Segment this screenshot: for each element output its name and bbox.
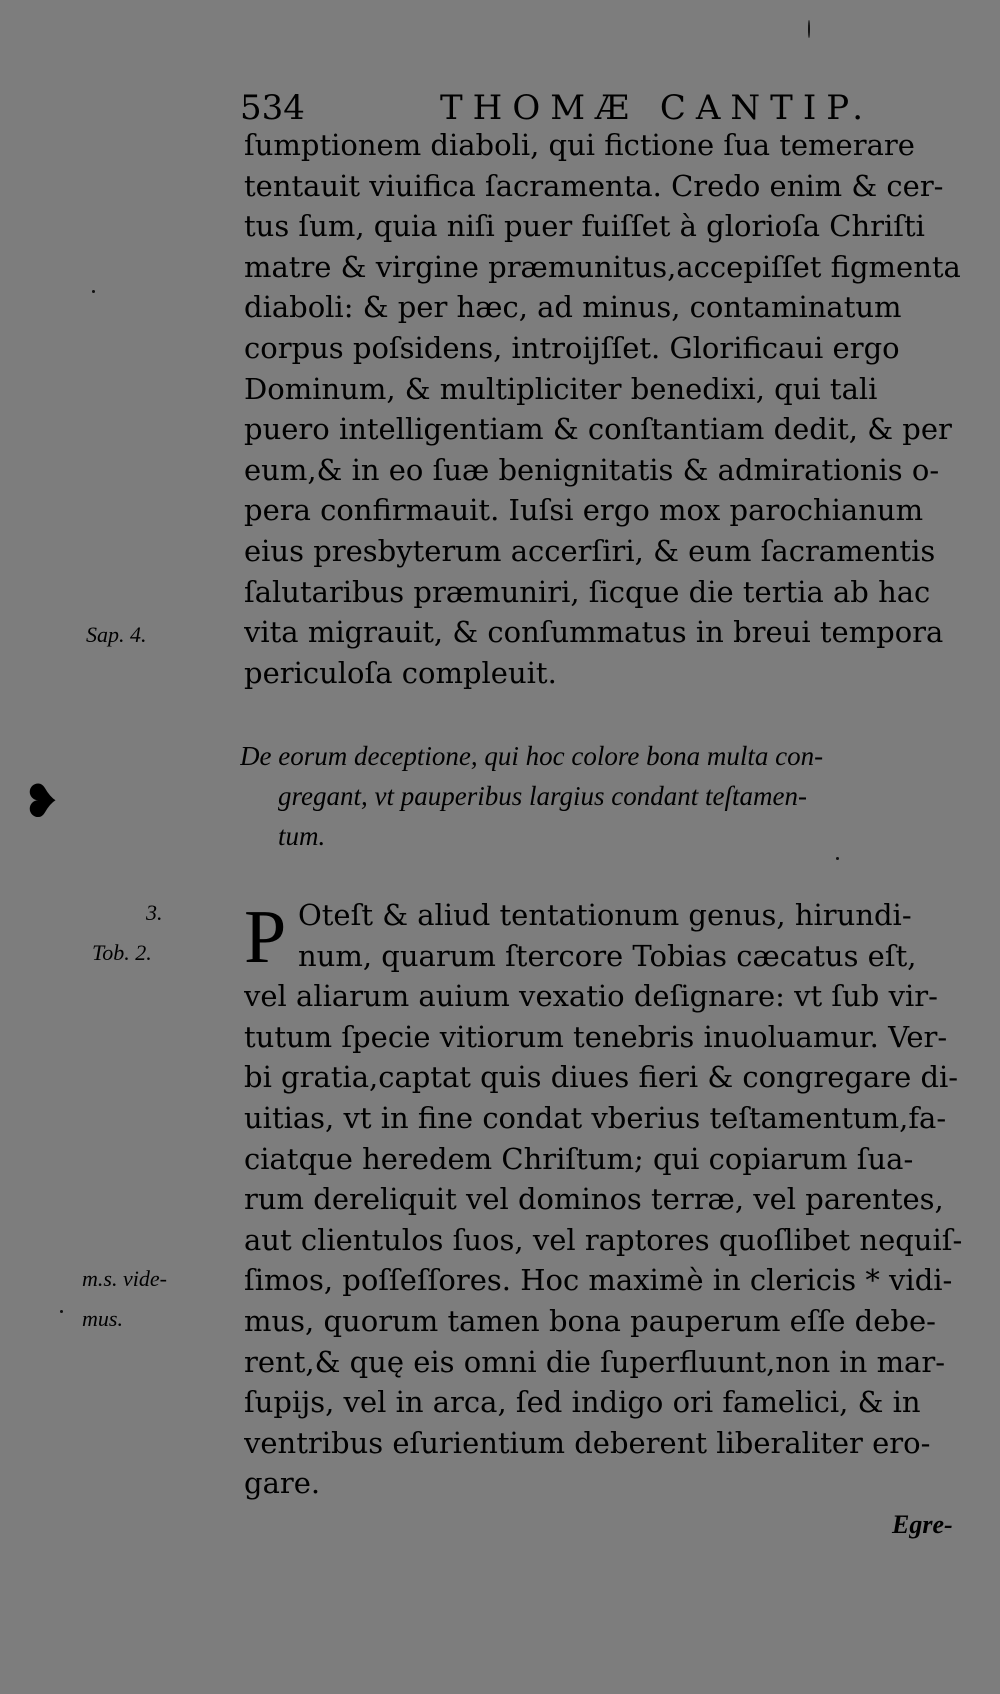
text-line: ſalutaribus præmuniri, ſicque die tertia ab hac: [244, 574, 931, 609]
text-line: ventribus eſurientium deberent liberaliter ero-: [244, 1425, 931, 1460]
drop-cap: P: [244, 895, 287, 979]
running-title: THOMÆ CANTIP.: [440, 88, 874, 128]
text-line: num, quarum ſtercore Tobias cæcatus eſt,: [298, 938, 917, 973]
text-line: ſimos, poſſeſſores. Hoc maximè in clericis * vidi-: [244, 1263, 953, 1298]
heading-line: tum.: [278, 821, 326, 851]
text-line: matre & virgine præmunitus,accepiſſet figmenta: [244, 249, 961, 284]
text-line: eum,& in eo ſuæ benignitatis & admirationis o-: [244, 452, 940, 487]
catchword: Egre-: [892, 1510, 953, 1539]
text-line: rent,& quę eis omni die ſuperfluunt,non in mar-: [244, 1344, 946, 1379]
text-line: pera confirmauit. Iuſsi ergo mox parochianum: [244, 493, 924, 528]
text-line: uitias, vt in fine condat vberius teſtamentum,fa-: [244, 1100, 947, 1135]
text-line: periculoſa compleuit.: [244, 655, 557, 690]
text-line: mus, quorum tamen bona pauperum eſſe debe-: [244, 1303, 936, 1338]
text-line: rum dereliquit vel dominos terræ, vel parentes,: [244, 1182, 944, 1217]
margin-speck: [60, 1310, 63, 1313]
text-line: puero intelligentiam & conſtantiam dedit, & per: [244, 412, 952, 447]
margin-note-tob: Tob. 2.: [92, 940, 152, 965]
text-line: ſumptionem diaboli, qui fictione ſua temerare: [244, 128, 915, 162]
text-line: vel aliarum auium vexatio deſignare: vt ſub vir-: [244, 979, 938, 1014]
margin-note-vide: m.s. vide-: [82, 1266, 167, 1291]
text-line: ſupijs, vel in arca, ſed indigo ori famelici, & in: [244, 1385, 921, 1420]
margin-speck: [808, 20, 810, 38]
paragraph-2: [244, 895, 968, 1504]
text-line: corpus poſsidens, introijſſet. Glorificaui ergo: [244, 330, 900, 365]
text-line: tentauit viuifica ſacramenta. Credo enim & cer-: [244, 168, 944, 203]
paragraph-1: [244, 125, 968, 693]
text-line: diaboli: & per hæc, ad minus, contaminatum: [244, 290, 902, 325]
text-line: aut clientulos ſuos, vel raptores quoſlibet nequiſ-: [244, 1222, 963, 1257]
text-line: bi gratia,captat quis diues fieri & congregare di-: [244, 1060, 959, 1095]
running-head: [240, 88, 960, 128]
margin-note-mus: mus.: [82, 1306, 123, 1331]
text-line: tus ſum, quia niſi puer fuiſſet à glorioſa Chriſti: [244, 209, 925, 244]
margin-speck: [836, 857, 839, 860]
text-line: tutum ſpecie vitiorum tenebris inuoluamur. Ver-: [244, 1019, 948, 1054]
section-heading: [240, 736, 970, 856]
text-line: vita migrauit, & conſummatus in breui tempora: [244, 615, 944, 650]
margin-note-sap: Sap. 4.: [86, 622, 147, 647]
text-line: Oteſt & aliud tentationum genus, hirundi-: [298, 898, 912, 932]
heading-line: De eorum deceptione, qui hoc colore bona multa con-: [240, 741, 824, 771]
text-line: gare.: [244, 1466, 321, 1501]
text-line: Dominum, & multipliciter benedixi, qui tali: [244, 371, 878, 406]
text-line: ciatque heredem Chriſtum; qui copiarum ſua-: [244, 1141, 914, 1176]
text-line: eius presbyterum accerſiri, & eum ſacramentis: [244, 533, 936, 568]
margin-speck: [92, 290, 95, 293]
page-number: 534: [240, 88, 305, 128]
margin-note-number: 3.: [146, 900, 163, 925]
heading-line: gregant, vt pauperibus largius condant teſtamen-: [278, 781, 807, 811]
pointing-mark-icon: ❥: [22, 774, 61, 828]
